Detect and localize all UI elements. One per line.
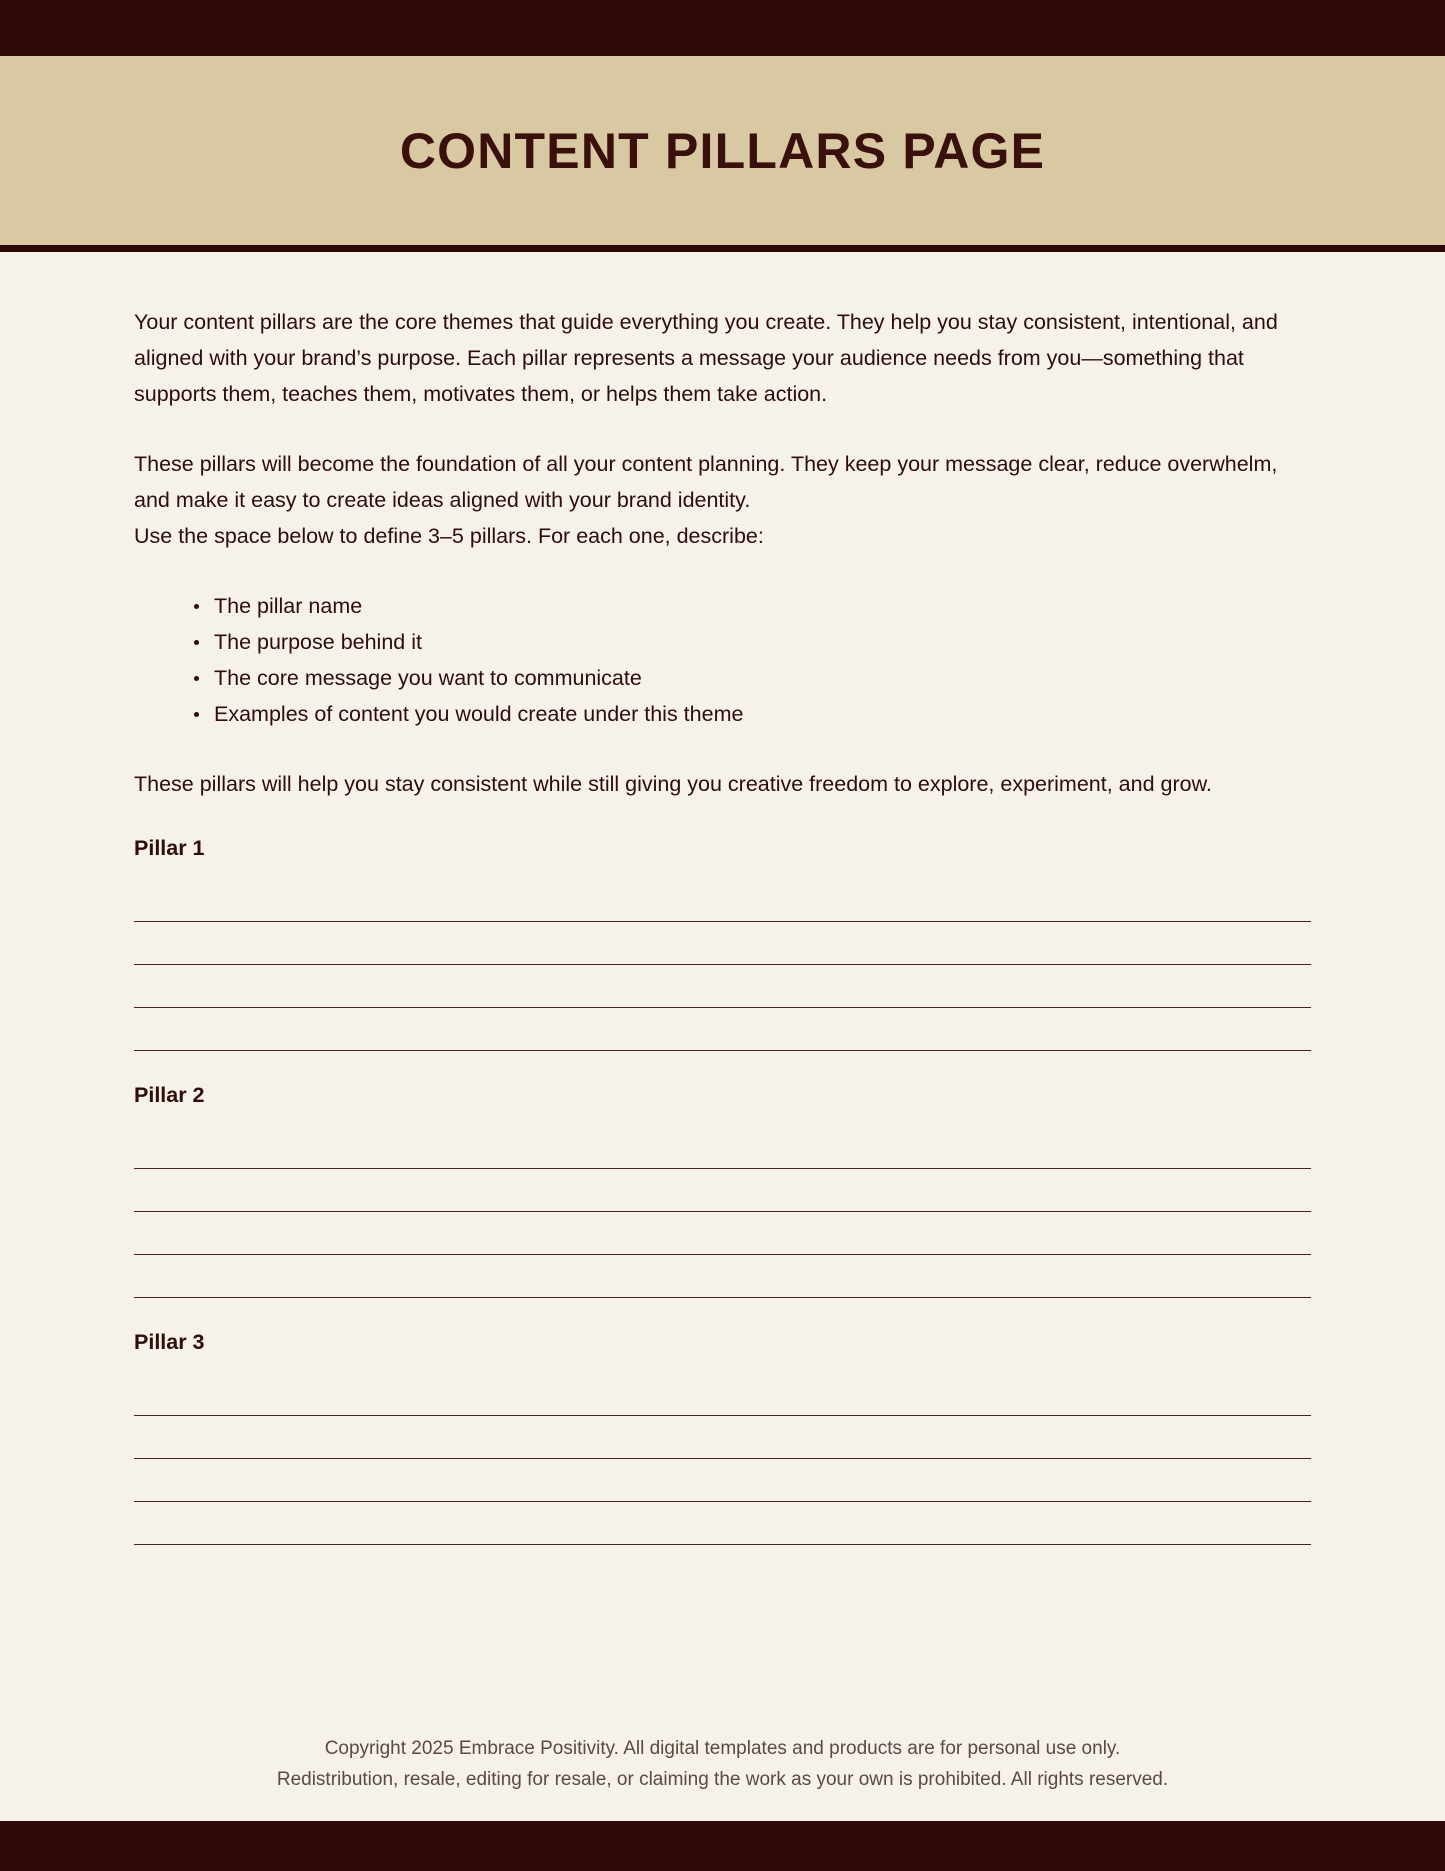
writing-line[interactable] [134, 922, 1311, 965]
intro-paragraph-2: These pillars will become the foundation of all your content planning. They keep your message clear, reduce overwhelm, and make it easy to create ideas aligned with your brand identity. [134, 452, 1278, 512]
pillar-1-label: Pillar 1 [134, 836, 205, 860]
writing-line[interactable] [134, 879, 1311, 922]
writing-line[interactable] [134, 1169, 1311, 1212]
pillar-3-label: Pillar 3 [134, 1330, 205, 1354]
writing-line[interactable] [134, 1459, 1311, 1502]
pillar-3-write-area[interactable] [134, 1373, 1311, 1545]
pillar-1-write-area[interactable] [134, 879, 1311, 1051]
page-title: CONTENT PILLARS PAGE [399, 122, 1046, 179]
writing-line[interactable] [134, 1126, 1311, 1169]
pillar-section-1 [134, 836, 1311, 1051]
writing-line[interactable] [134, 965, 1311, 1008]
pillar-2-label: Pillar 2 [134, 1083, 205, 1107]
describe-list [134, 588, 1311, 732]
top-accent-bar [0, 0, 1445, 56]
list-item: The purpose behind it [194, 624, 1311, 660]
pillar-2-write-area[interactable] [134, 1126, 1311, 1298]
list-item: The pillar name [194, 588, 1311, 624]
list-item: Examples of content you would create under this theme [194, 696, 1311, 732]
writing-line[interactable] [134, 1373, 1311, 1416]
page-footer [0, 1733, 1445, 1821]
copyright-line-2: Redistribution, resale, editing for resale, or claiming the work as your own is prohibited. All rights reserved. [276, 1769, 1169, 1790]
writing-line[interactable] [134, 1212, 1311, 1255]
pillar-section-3 [134, 1330, 1311, 1545]
intro-paragraph-3: Use the space below to define 3–5 pillars. For each one, describe: [134, 524, 764, 548]
intro-paragraph-1: Your content pillars are the core themes that guide everything you create. They help you stay consistent, intentional, and aligned with your brand’s purpose. Each pillar represents a message your audience needs from you—something that supports them, teaches them, motivates them, or helps them take action. [134, 310, 1278, 406]
pillar-section-2 [134, 1083, 1311, 1298]
intro-paragraph-4: These pillars will help you stay consistent while still giving you creative freedom to explore, experiment, and grow. [134, 772, 1212, 796]
writing-line[interactable] [134, 1008, 1311, 1051]
list-item: The core message you want to communicate [194, 660, 1311, 696]
document-body [0, 252, 1445, 1733]
writing-line[interactable] [134, 1502, 1311, 1545]
copyright-line-1: Copyright 2025 Embrace Positivity. All digital templates and products are for personal use only. [324, 1738, 1121, 1759]
writing-line[interactable] [134, 1255, 1311, 1298]
page-header-band [0, 56, 1445, 252]
writing-line[interactable] [134, 1416, 1311, 1459]
bottom-accent-bar [0, 1821, 1445, 1871]
